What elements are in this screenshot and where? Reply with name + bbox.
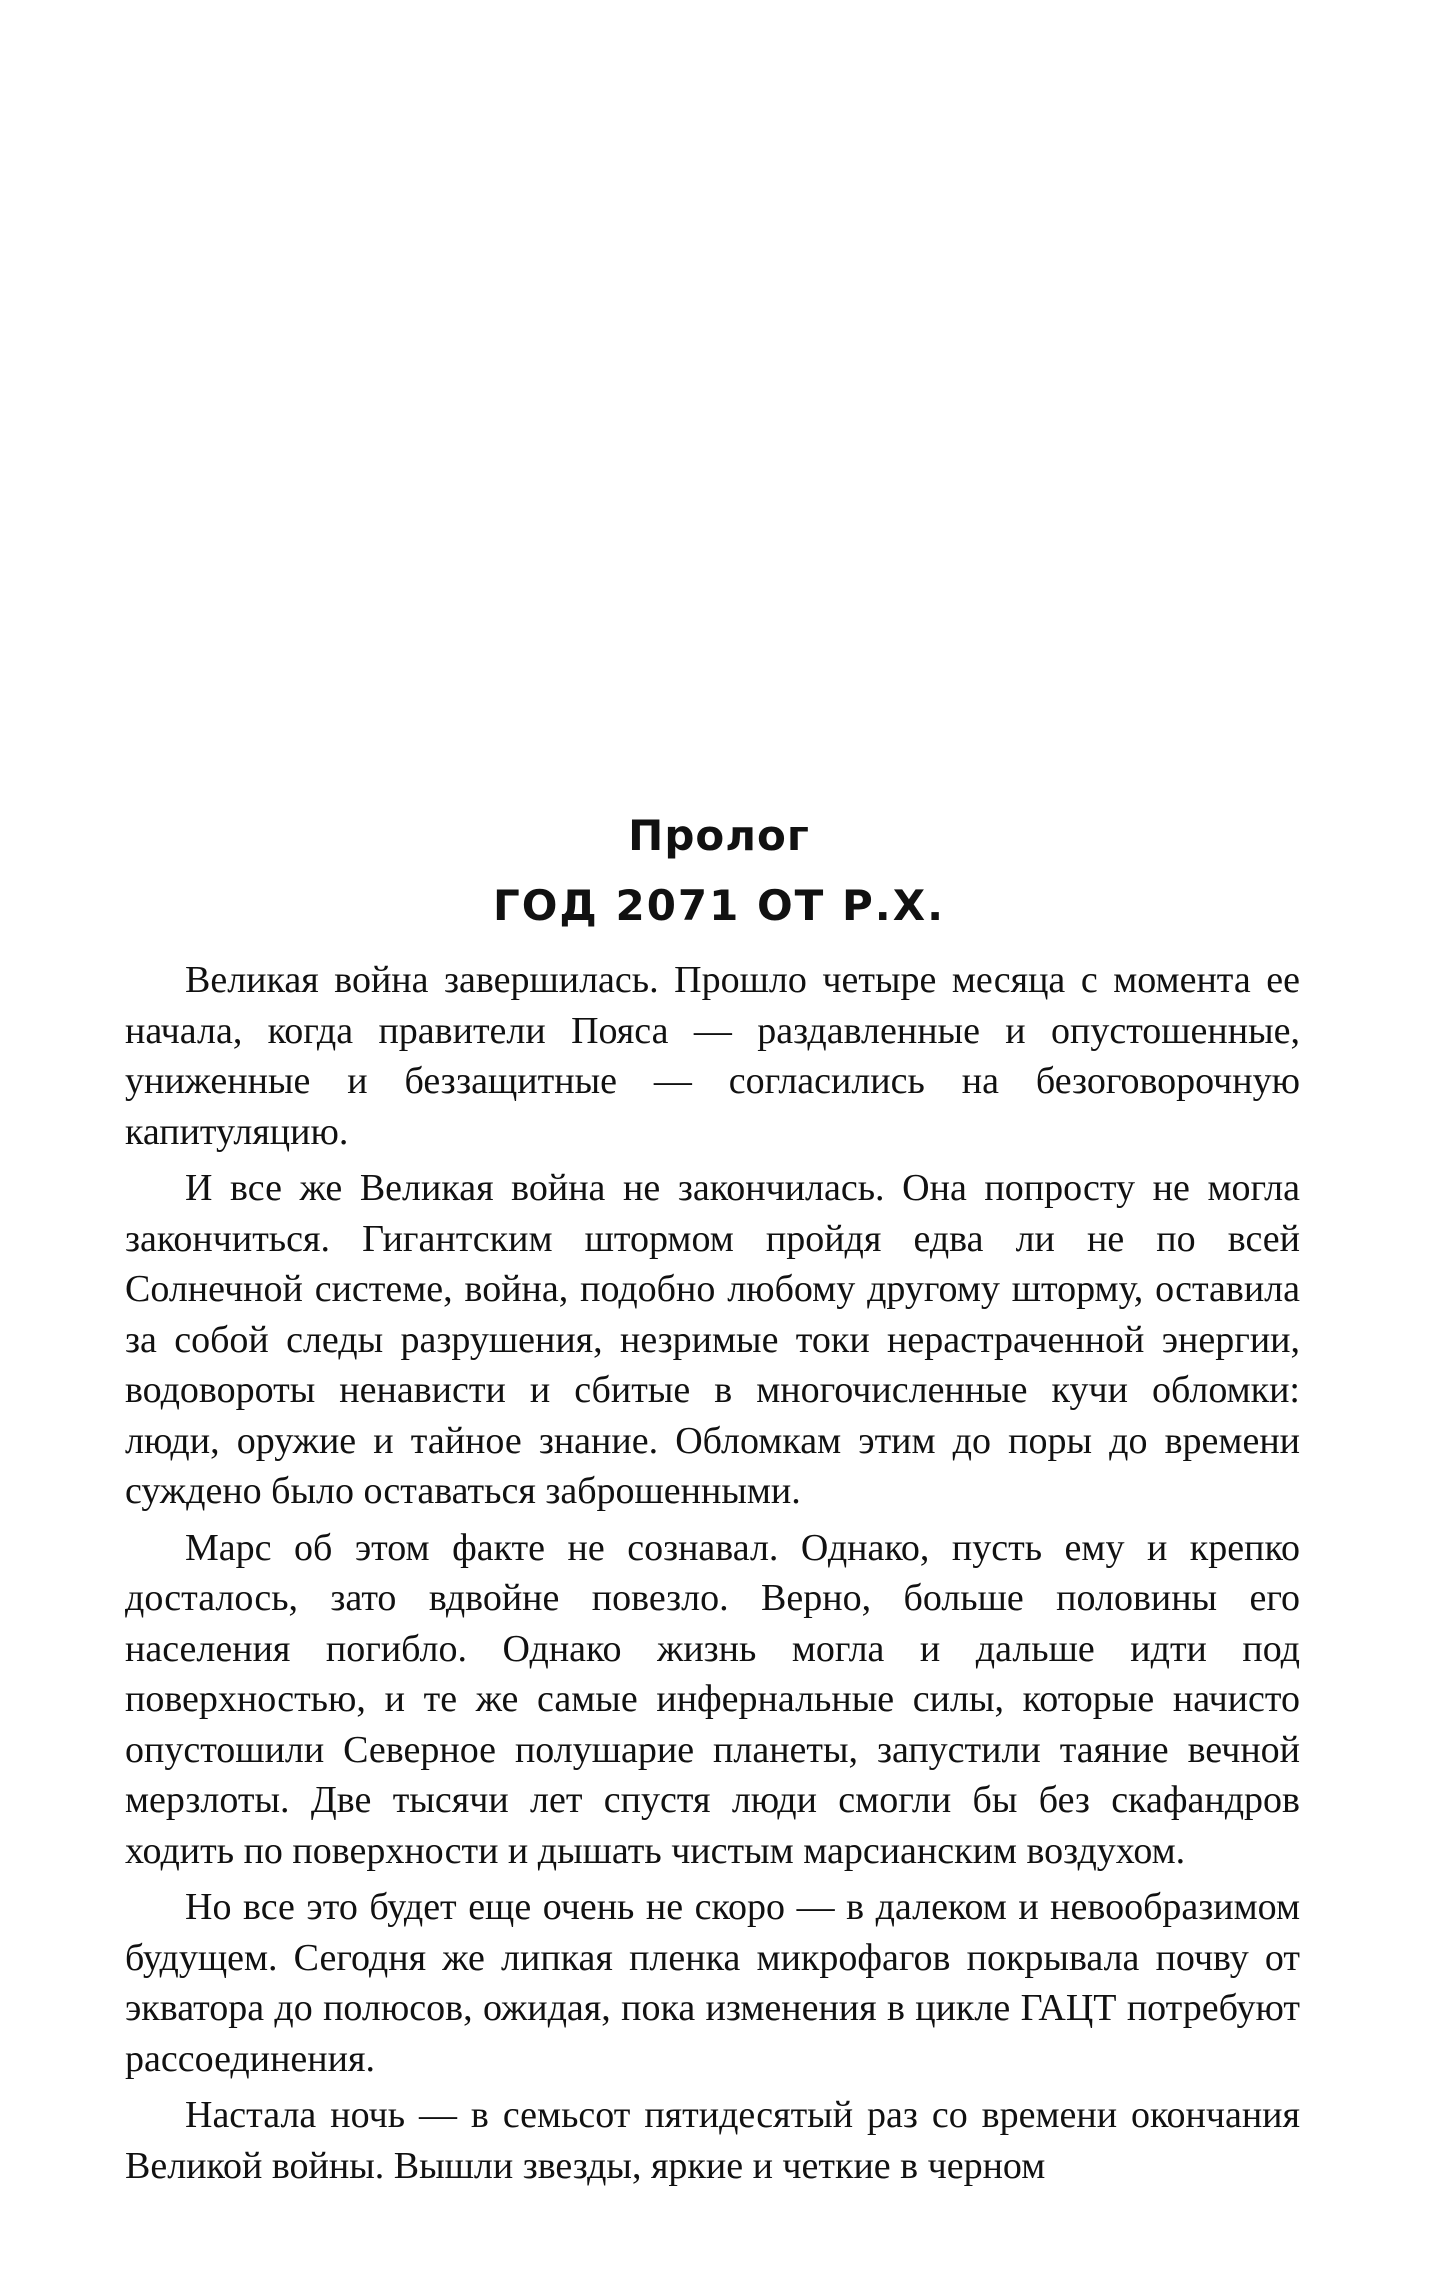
chapter-title: Пролог bbox=[628, 811, 810, 860]
paragraph: И все же Великая война не закончилась. Она попросту не могла закончиться. Гигантским штормом пройдя едва ли не по всей Солнечной системе, война, подобно любому другому шторму, оставила за собой следы разрушения, незримые токи нерастраченной энергии, водовороты ненависти и сбитые в многочисленные кучи обломки: люди, оружие и тайное знание. Обломкам этим до поры до времени суждено было оставаться заброшенными. bbox=[125, 1167, 1300, 1512]
paragraph: Великая война завершилась. Прошло четыре месяца с момента ее начала, когда правители Пояса — раздавленные и опустошенные, униженные и беззащитные — согласились на безоговорочную капитуляцию. bbox=[125, 959, 1300, 1153]
body-text bbox=[125, 955, 1300, 2197]
paragraph: Но все это будет еще очень не скоро — в далеком и невообразимом будущем. Сегодня же липкая пленка микрофагов покрывала почву от экватора до полюсов, ожидая, пока изменения в цикле ГАЦТ потребуют рассоединения. bbox=[125, 1886, 1300, 2080]
paragraph: Настала ночь — в семьсот пятидесятый раз со времени окончания Великой войны. Вышли звезды, яркие и четкие в черном bbox=[125, 2094, 1300, 2187]
chapter-subtitle: ГОД 2071 ОТ Р.Х. bbox=[492, 881, 946, 930]
paragraph: Марс об этом факте не сознавал. Однако, пусть ему и крепко досталось, зато вдвойне повезло. Верно, больше половины его населения погибло. Однако жизнь могла и дальше идти под поверхностью, и те же самые инфернальные силы, которые начисто опустошили Северное полушарие планеты, запустили таяние вечной мерзлоты. Две тысячи лет спустя люди смогли бы без скафандров ходить по поверхности и дышать чистым марсианским воздухом. bbox=[125, 1526, 1300, 1872]
